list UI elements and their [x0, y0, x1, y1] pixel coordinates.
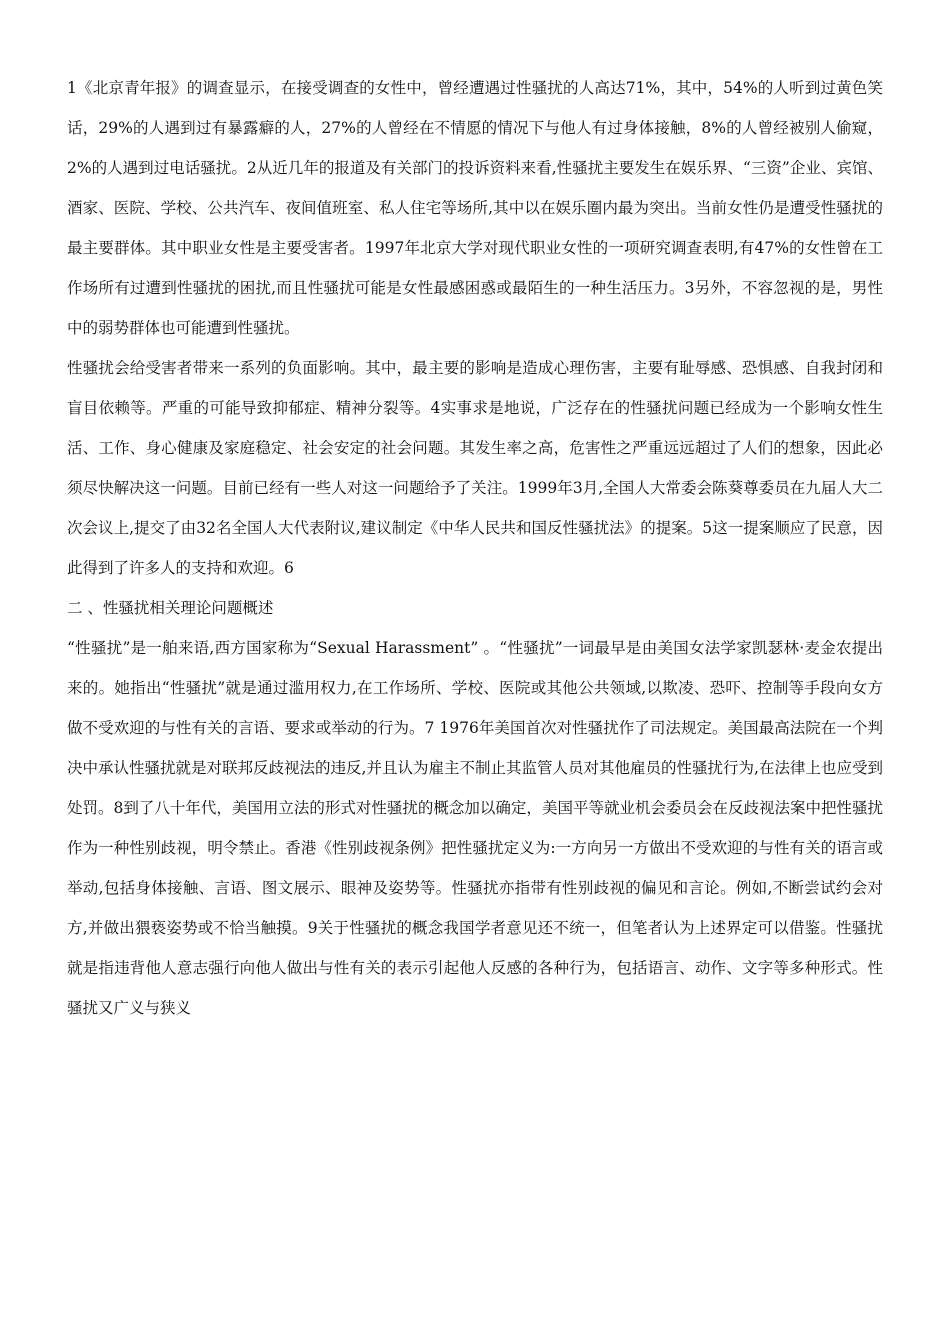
section-heading: 二 、性骚扰相关理论问题概述 — [67, 599, 274, 617]
document-body — [67, 68, 883, 1028]
body-paragraph-2: 性骚扰会给受害者带来一系列的负面影响。其中，最主要的影响是造成心理伤害，主要有耻辱感、恐惧感、自我封闭和盲目依赖等。严重的可能导致抑郁症、精神分裂等。4实事求是地说，广泛存在的性骚扰问题已经成为一个影响女性生活、工作、身心健康及家庭稳定、社会安定的社会问题。其发生率之高，危害性之严重远远超过了人们的想象，因此必须尽快解决这一问题。目前已经有一些人对这一问题给予了关注。1999年3月,全国人大常委会陈葵尊委员在九届人大二次会议上,提交了由32名全国人大代表附议,建议制定《中华人民共和国反性骚扰法》的提案。5这一提案顺应了民意，因此得到了许多人的支持和欢迎。6 — [67, 359, 883, 577]
section-paragraph-1: “性骚扰”是一舶来语,西方国家称为“Sexual Harassment” 。“性骚扰”一词最早是由美国女法学家凯瑟林·麦金农提出来的。她指出“性骚扰”就是通过滥用权力,在工作场所、学校、医院或其他公共领域,以欺凌、恐吓、控制等手段向女方做不受欢迎的与性有关的言语、要求或举动的行为。7 1976年美国首次对性骚扰作了司法规定。美国最高法院在一个判决中承认性骚扰就是对联邦反歧视法的违反,并且认为雇主不制止其监管人员对其他雇员的性骚扰行为,在法律上也应受到处罚。8到了八十年代，美国用立法的形式对性骚扰的概念加以确定，美国平等就业机会委员会在反歧视法案中把性骚扰作为一种性别歧视，明令禁止。香港《性别歧视条例》把性骚扰定义为:一方向另一方做出不受欢迎的与性有关的语言或举动,包括身体接触、言语、图文展示、眼神及姿势等。性骚扰亦指带有性别歧视的偏见和言论。例如,不断尝试约会对方,并做出猥亵姿势或不恰当触摸。9关于性骚扰的概念我国学者意见还不统一，但笔者认为上述界定可以借鉴。性骚扰就是指违背他人意志强行向他人做出与性有关的表示引起他人反感的各种行为，包括语言、动作、文字等多种形式。性骚扰又广义与狭义 — [67, 639, 883, 1017]
body-paragraph-1: 1《北京青年报》的调查显示，在接受调查的女性中，曾经遭遇过性骚扰的人高达71%，其中，54%的人听到过黄色笑话，29%的人遇到过有暴露癖的人，27%的人曾经在不情愿的情况下与他人有过身体接触，8%的人曾经被别人偷窥，2%的人遇到过电话骚扰。2从近几年的报道及有关部门的投诉资料来看,性骚扰主要发生在娱乐界、“三资”企业、宾馆、酒家、医院、学校、公共汽车、夜间值班室、私人住宅等场所,其中以在娱乐圈内最为突出。当前女性仍是遭受性骚扰的最主要群体。其中职业女性是主要受害者。1997年北京大学对现代职业女性的一项研究调查表明,有47%的女性曾在工作场所有过遭到性骚扰的困扰,而且性骚扰可能是女性最感困惑或最陌生的一种生活压力。3另外，不容忽视的是，男性中的弱势群体也可能遭到性骚扰。 — [67, 79, 883, 337]
